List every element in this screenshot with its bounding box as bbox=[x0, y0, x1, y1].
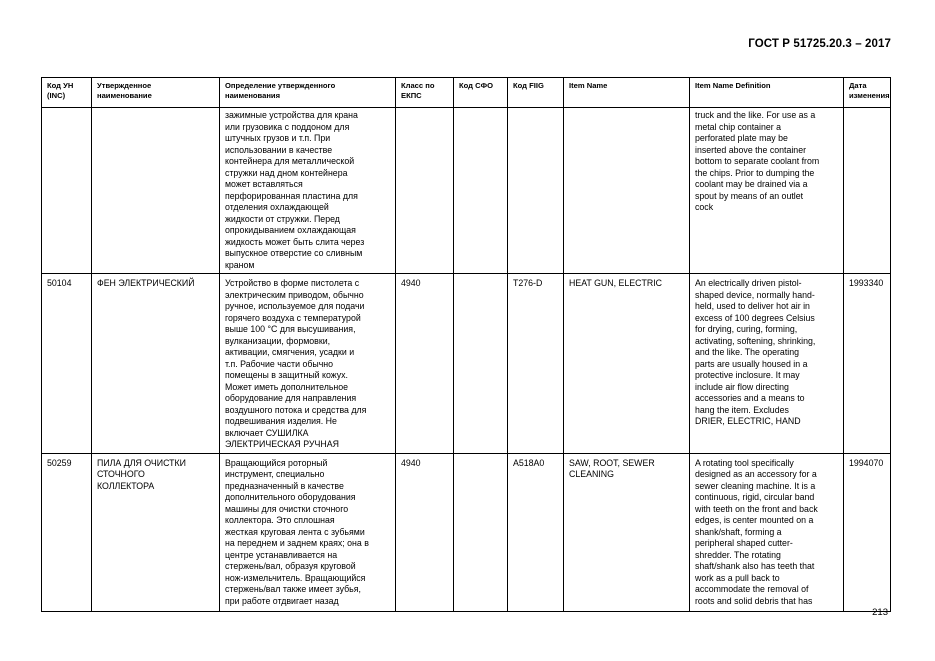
cell-definition-ru: Устройство в форме пистолета с электрическим приводом, обычно ручное, используемое для подачи горячего воздуха с температурой выше 100 °С для высушивания, вулканизации, формовки, активации, смягчения, усадки и т.п. Рабочие части обычно помещены в защитный кожух. Может иметь дополнительное оборудование для направления воздушного потока и средства для подвешивания изделия. Не включает СУШИЛКА ЭЛЕКТРИЧЕСКАЯ РУЧНАЯ bbox=[220, 274, 396, 454]
cell-fiig: A518A0 bbox=[508, 453, 564, 611]
cell-inc: 50259 bbox=[42, 453, 92, 611]
cell-fiig bbox=[508, 108, 564, 274]
column-header-fiig: Код FIIG bbox=[508, 78, 564, 108]
cell-definition-en: An electrically driven pistol- shaped device, normally hand- held, used to deliver hot air in excess of 100 degrees Celsius for drying, curing, forming, activating, softening, shrinking, and the like. The operating parts are usually housed in a protective inclosure. It may include air flow directing accessories and a means to hang the item. Excludes DRIER, ELECTRIC, HAND bbox=[690, 274, 844, 454]
cell-definition-en: truck and the like. For use as a metal chip container a perforated plate may be inserted above the container bottom to separate coolant from the chips. Prior to dumping the coolant may be drained via a spout by means of an outlet cock bbox=[690, 108, 844, 274]
cell-definition-en: A rotating tool specifically designed as an accessory for a sewer cleaning machine. It is a continuous, rigid, circular band with teeth on the front and back edges, is center mounted on a shank/shaft, forming a peripheral shaped cutter- shredder. The rotating shaft/shank also has teeth that work as a pull back to accommodate the removal of roots and solid debris that has bbox=[690, 453, 844, 611]
cell-approved-name bbox=[92, 108, 220, 274]
cell-sfo bbox=[454, 453, 508, 611]
cell-inc: 50104 bbox=[42, 274, 92, 454]
column-header-inc: Код УН (INC) bbox=[42, 78, 92, 108]
cell-ekps bbox=[396, 108, 454, 274]
cell-definition-ru: Вращающийся роторный инструмент, специально предназначенный в качестве дополнительного оборудования машины для очистки сточного коллектора. Это сплошная жесткая круговая лента с зубьями на переднем и заднем краях; она в центре устанавливается на стержень/вал, образуя круговой нож-измельчитель. Вращающийся стержень/вал также имеет зубья, при работе отдвигает назад bbox=[220, 453, 396, 611]
cell-ekps: 4940 bbox=[396, 274, 454, 454]
cell-ekps: 4940 bbox=[396, 453, 454, 611]
page-number: 213 bbox=[872, 607, 888, 618]
cell-sfo bbox=[454, 108, 508, 274]
table-header-row bbox=[42, 78, 891, 108]
column-header-date: Дата изменения bbox=[844, 78, 891, 108]
column-header-item-name: Item Name bbox=[564, 78, 690, 108]
table-row bbox=[42, 453, 891, 611]
cell-approved-name: ФЕН ЭЛЕКТРИЧЕСКИЙ bbox=[92, 274, 220, 454]
cell-sfo bbox=[454, 274, 508, 454]
column-header-definition-ru: Определение утвержденного наименования bbox=[220, 78, 396, 108]
cell-fiig: T276-D bbox=[508, 274, 564, 454]
catalog-table bbox=[41, 77, 891, 612]
cell-date bbox=[844, 108, 891, 274]
cell-item-name: SAW, ROOT, SEWER CLEANING bbox=[564, 453, 690, 611]
cell-date: 1993340 bbox=[844, 274, 891, 454]
cell-inc bbox=[42, 108, 92, 274]
table-row bbox=[42, 274, 891, 454]
cell-item-name bbox=[564, 108, 690, 274]
column-header-definition-en: Item Name Definition bbox=[690, 78, 844, 108]
column-header-approved-name: Утвержденное наименование bbox=[92, 78, 220, 108]
cell-definition-ru: зажимные устройства для крана или грузовика с поддоном для штучных грузов и т.п. При использовании в качестве контейнера для металлической стружки над дном контейнера может вставляться перфорированная пластина для отделения охлаждающей жидкости от стружки. Перед опрокидыванием охлаждающая жидкость может быть слита через выпускное отверстие со сливным краном bbox=[220, 108, 396, 274]
column-header-sfo: Код СФО bbox=[454, 78, 508, 108]
document-header: ГОСТ Р 51725.20.3 – 2017 bbox=[748, 38, 891, 50]
table-row bbox=[42, 108, 891, 274]
cell-approved-name: ПИЛА ДЛЯ ОЧИСТКИ СТОЧНОГО КОЛЛЕКТОРА bbox=[92, 453, 220, 611]
cell-item-name: HEAT GUN, ELECTRIC bbox=[564, 274, 690, 454]
cell-date: 1994070 bbox=[844, 453, 891, 611]
column-header-ekps: Класс по ЕКПС bbox=[396, 78, 454, 108]
